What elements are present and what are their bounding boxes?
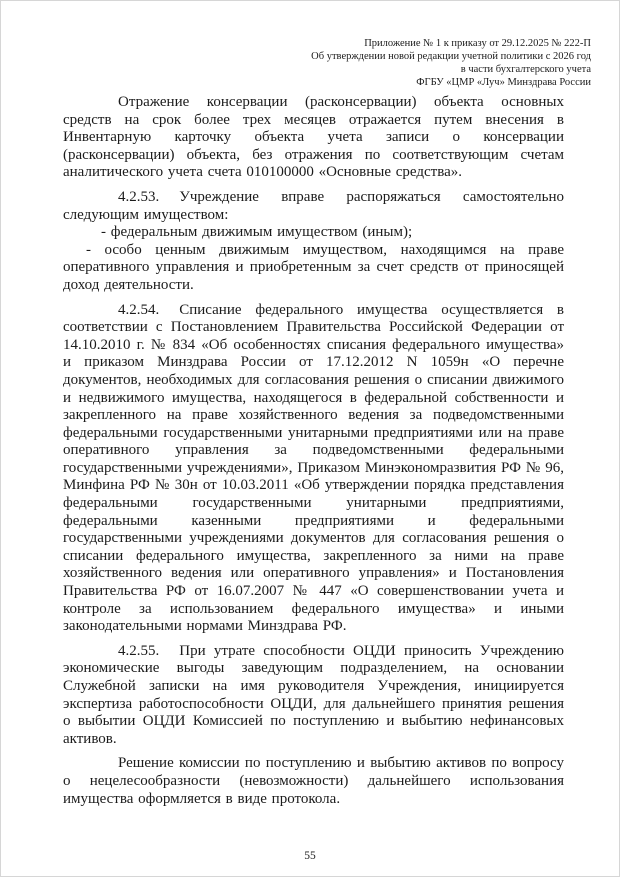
paragraph-commission-decision: Решение комиссии по поступлению и выбытию активов по вопросу о нецелесообразности (невозможности) дальнейшего использования имущества оформляется в виде протокола. <box>63 755 564 807</box>
clause-text: Учреждение вправе распоряжаться самостоятельно следующим имуществом: <box>63 188 564 223</box>
clause-text: При утрате способности ОЦДИ приносить Учреждению экономические выгоды заведующим подразделением, на основании Служебной записки на имя руководителя Учреждения, инициируется экспертиза работоспособности ОЦДИ, для дальнейшего принятия решения о выбытии ОЦДИ Комиссией по поступлению и выбытию нефинансовых активов. <box>63 642 564 747</box>
header-line-accounting: в части бухгалтерского учета <box>460 64 591 75</box>
clause-text: Списание федерального имущества осуществляется в соответствии с Постановлением Правительства Российской Федерации от 14.10.2010 г. № 834 «Об особенностях списания федерального имущества» и приказом Минздрава России от 17.12.2012 N 1059н «О перечне документов, необходимых для согласования решения о списании движимого и недвижимого имущества, находящегося в федеральной собственности и закрепленного на праве хозяйственного ведения за подведомственными федеральными государственными унитарными предприятиями или на праве оперативного управления за подведомственными федеральными государственными учреждениями», Приказом Минэкономразвития РФ № 96, Минфина РФ № 30н от 10.03.2011 «Об утверждении порядка представления федеральными государственными унитарными предприятиями, федеральными казенными предприятиями и федеральными государственными учреждениями документов для согласования решения о списании федерального имущества, закрепленного за ними на праве хозяйственного ведения или оперативного управления» и Постановления Правительства РФ от 16.07.2007 № 447 «О совершенствовании учета и контроле за использованием федерального имущества» и иными законодательными нормами Минздрава РФ. <box>63 301 564 635</box>
clause-number: 4.2.53. <box>118 188 160 205</box>
clause-number: 4.2.55. <box>118 642 160 659</box>
paragraph-conservation: Отражение консервации (расконсервации) объекта основных средств на срок более трех месяцев отражается путем внесения в Инвентарную карточку объекта учета записи о консервации (расконсервации) объекта, без отражения по соответствующим счетам аналитического учета счета 010100000 «Основные средства». <box>63 94 564 181</box>
document-body <box>63 94 564 808</box>
clause-4-2-55 <box>63 643 564 749</box>
list-item-especially-valuable: - особо ценным движимым имуществом, находящимся на праве оперативного управления и приобретенным за счет средств от приносящей доход деятельности. <box>63 241 564 293</box>
clause-4-2-53 <box>63 189 564 224</box>
clause-4-2-54 <box>63 302 564 636</box>
clause-number: 4.2.54. <box>118 301 160 318</box>
header-line-organization: ФГБУ «ЦМР «Луч» Минздрава России <box>416 77 591 88</box>
document-header <box>63 37 591 89</box>
header-line-appendix: Приложение № 1 к приказу от 29.12.2025 № 222-П <box>364 38 591 49</box>
list-item-federal-movable: - федеральным движимым имуществом (иным); <box>101 224 413 241</box>
page-number: 55 <box>304 850 316 862</box>
header-line-approval: Об утверждении новой редакции учетной политики с 2026 год <box>311 51 591 62</box>
